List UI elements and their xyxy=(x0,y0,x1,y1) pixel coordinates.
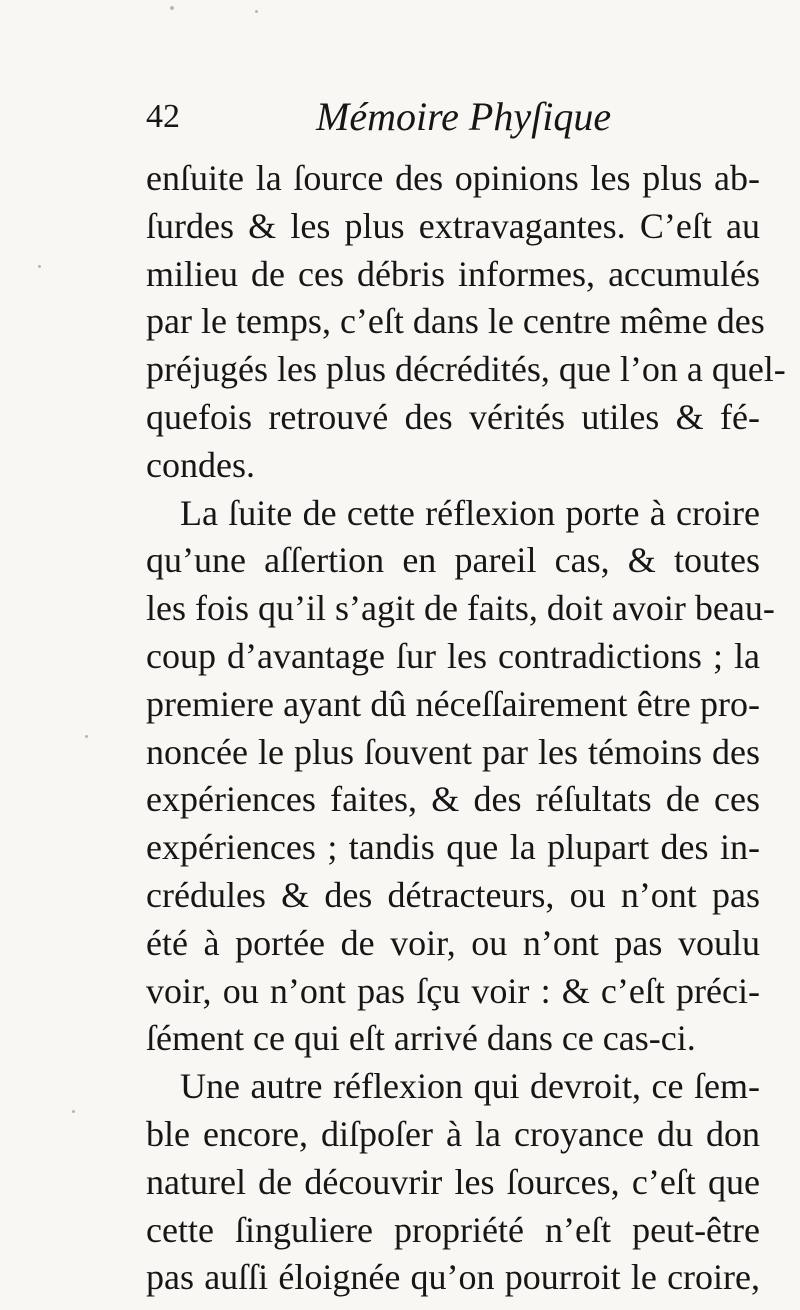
paper-speck xyxy=(38,265,41,268)
text-line: crédules & des détracteurs, ou n’ont pas xyxy=(146,874,760,915)
text-line: préjugés les plus décrédités, que l’on a quel- xyxy=(146,349,786,390)
text-line: ſément ce qui eſt arrivé dans ce cas-ci. xyxy=(146,1018,696,1059)
text-line: expériences faites, & des réſultats de ces xyxy=(146,779,760,820)
text-line: noncée le plus ſouvent par les témoins des xyxy=(146,731,760,772)
text-line: enſuite la ſource des opinions les plus ab- xyxy=(146,158,760,198)
paragraph-1 xyxy=(146,155,786,490)
text-line: qu’une aſſertion en pareil cas, & toutes xyxy=(146,540,760,581)
text-line: milieu de ces débris informes, accumulés xyxy=(146,253,760,294)
running-title: Mémoire Phyſique xyxy=(316,94,612,139)
text-line: condes. xyxy=(146,444,255,485)
text-line: expériences ; tandis que la plupart des in- xyxy=(146,827,760,868)
text-line: ſurdes & les plus extravagantes. C’eſt au xyxy=(146,205,760,246)
paragraph-3 xyxy=(146,1063,760,1302)
page-number: 42 xyxy=(146,98,180,135)
paper-speck xyxy=(255,10,258,13)
text-line: premiere ayant dû néceſſairement être pro- xyxy=(146,683,760,724)
page-header xyxy=(146,92,766,142)
paper-speck xyxy=(72,1110,75,1113)
paper-speck xyxy=(85,735,88,738)
text-line: quefois retrouvé des vérités utiles & fé- xyxy=(146,396,760,437)
text-line: par le temps, c’eſt dans le centre même des xyxy=(146,301,765,342)
text-line: voir, ou n’ont pas ſçu voir : & c’eſt préci- xyxy=(146,970,760,1011)
text-line: Une autre réflexion qui devroit, ce ſem- xyxy=(180,1066,760,1107)
paper-speck xyxy=(170,6,174,10)
text-line: naturel de découvrir les ſources, c’eſt que xyxy=(146,1161,760,1202)
text-line: ble encore, diſpoſer à la croyance du don xyxy=(146,1113,760,1154)
text-line: été à portée de voir, ou n’ont pas voulu xyxy=(146,922,760,963)
text-line: cette ſinguliere propriété n’eſt peut-être xyxy=(146,1209,760,1250)
text-line: les fois qu’il s’agit de faits, doit avoir beau- xyxy=(146,588,775,629)
text-line: coup d’avantage ſur les contradictions ; la xyxy=(146,635,760,676)
paragraph-2 xyxy=(146,490,775,1064)
text-line: pas auſſi éloignée qu’on pourroit le croire, xyxy=(146,1257,760,1298)
text-line: La ſuite de cette réflexion porte à croire xyxy=(180,492,760,533)
body-text xyxy=(146,155,786,1302)
